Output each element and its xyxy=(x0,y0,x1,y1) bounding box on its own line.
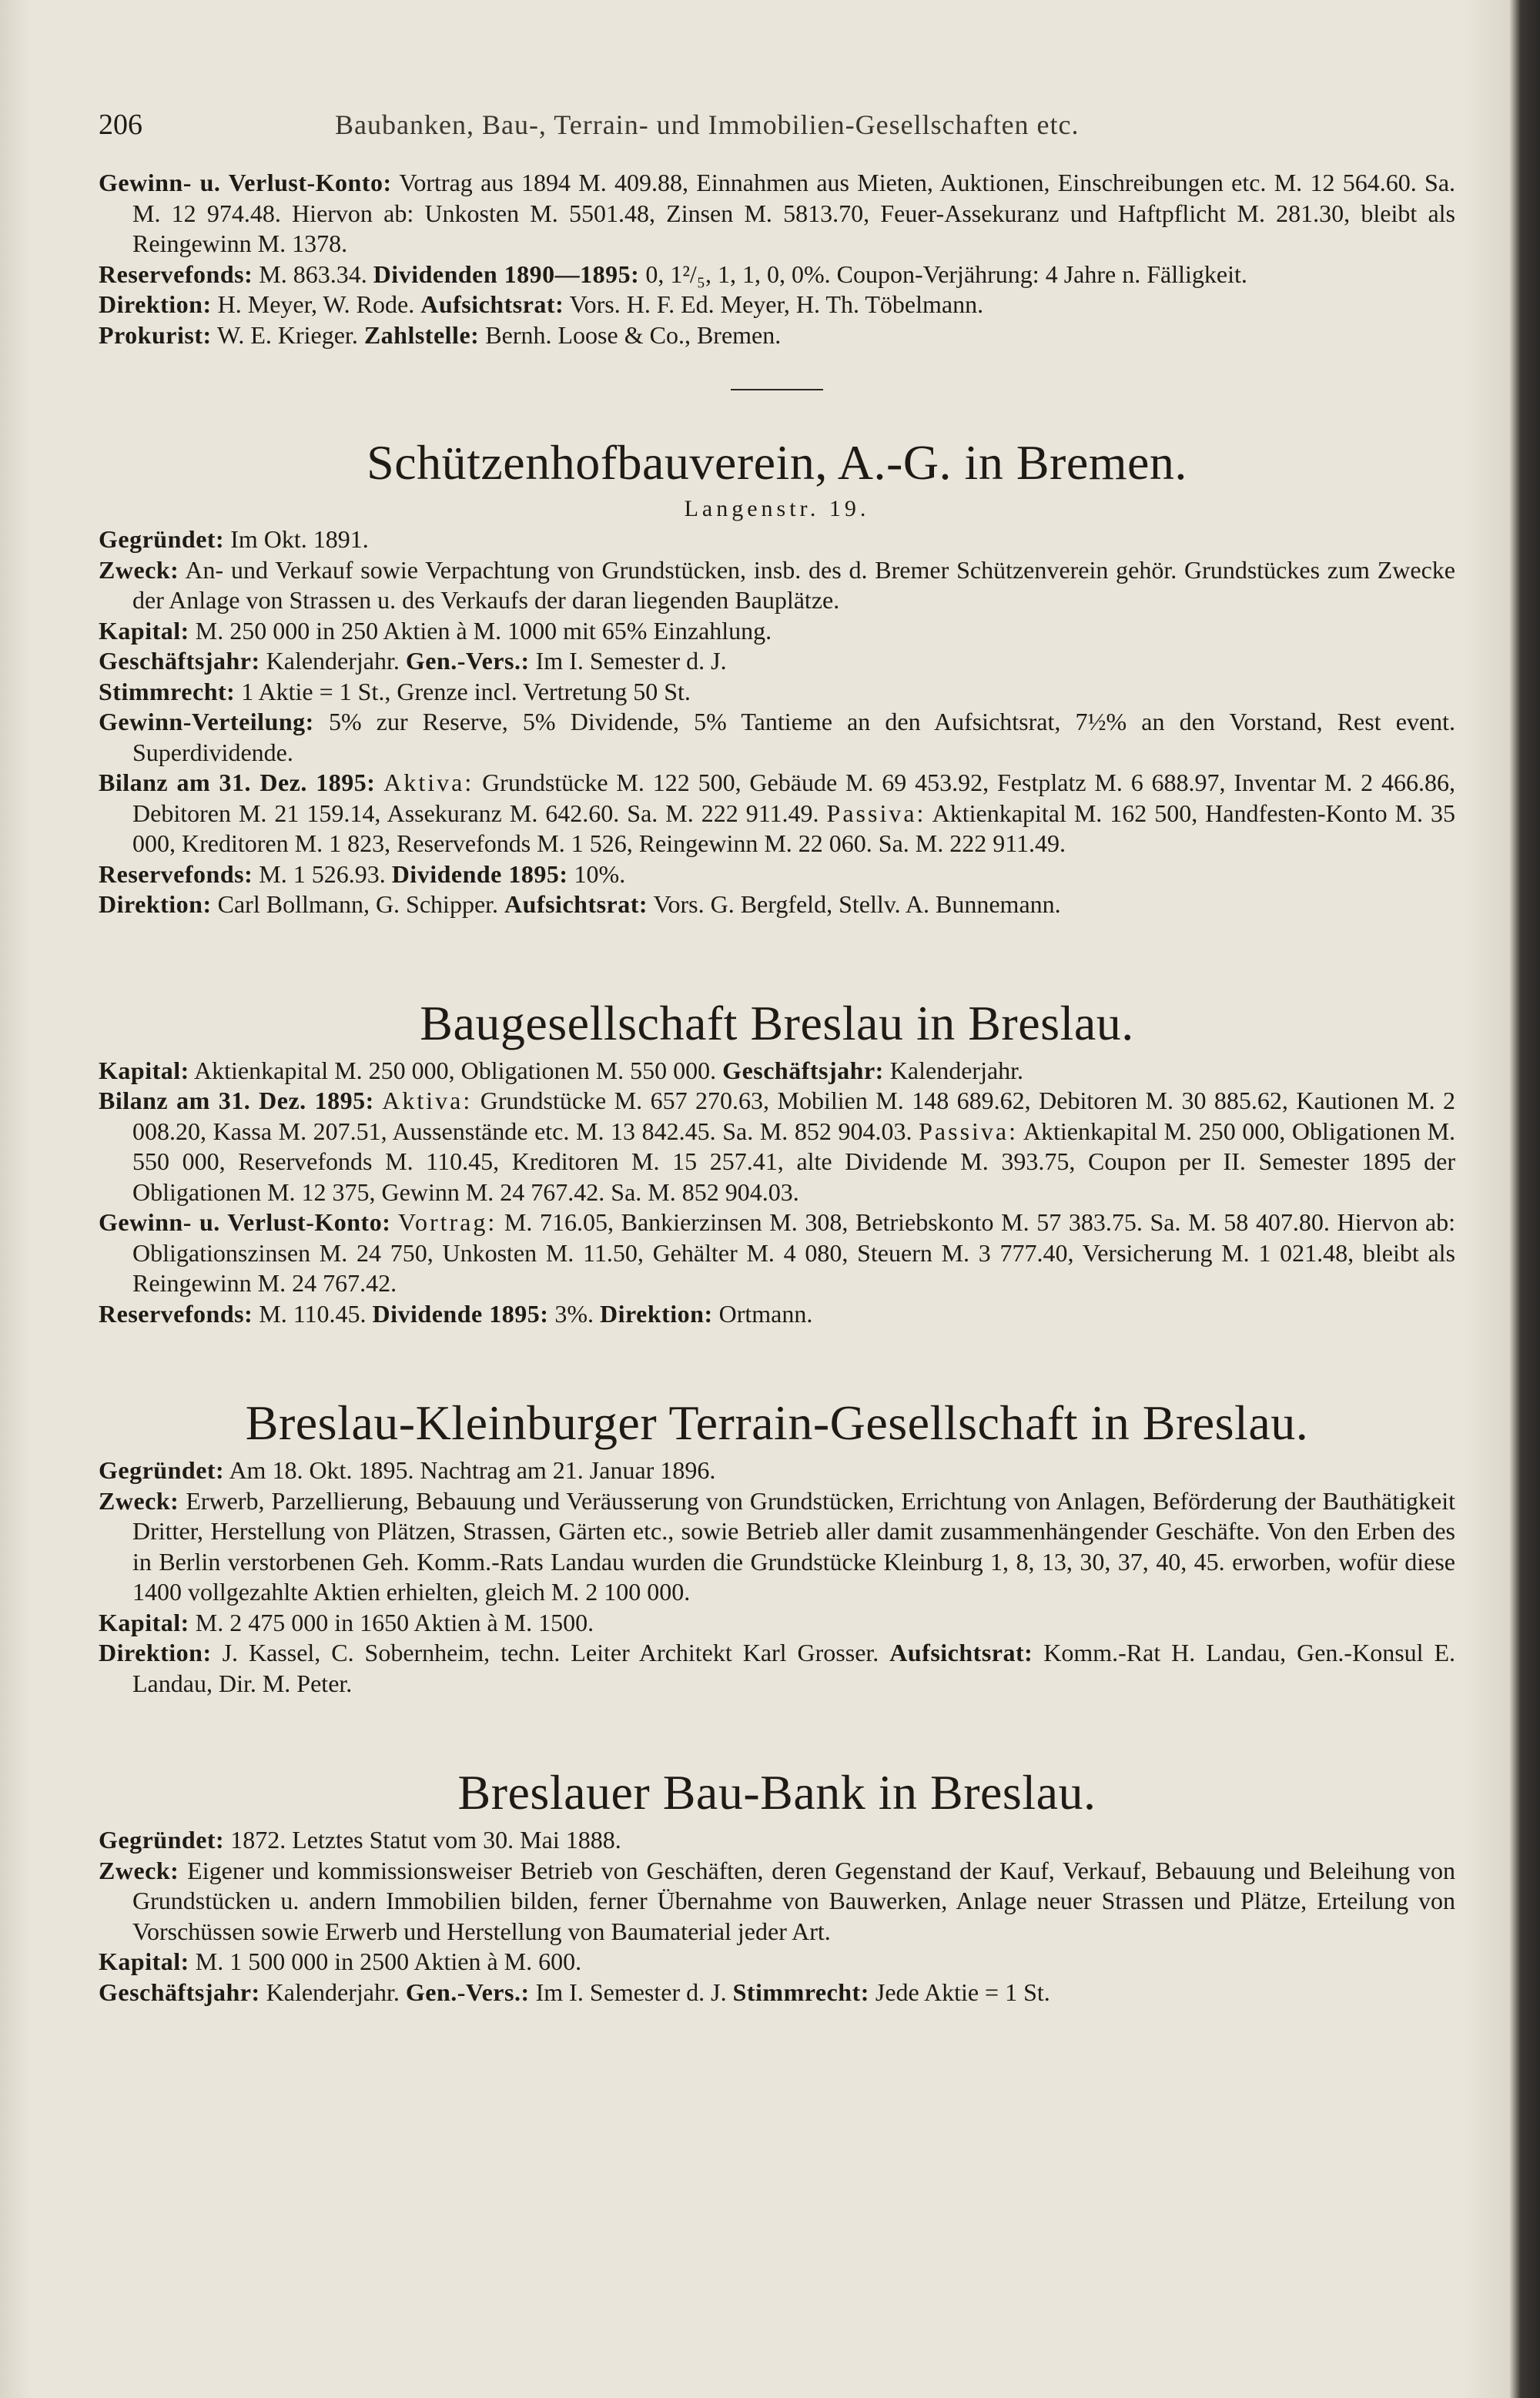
geschaeftsjahr-paragraph: Geschäftsjahr: Kalenderjahr. Gen.-Vers.: Im I. Semester d. J. Stimmrecht: Jede Aktie = 1 St. xyxy=(99,1978,1050,2006)
gegruendet-paragraph: Gegründet: Im Okt. 1891. xyxy=(99,525,369,553)
bilanz-paragraph: Bilanz am 31. Dez. 1895: Aktiva: Grundstücke M. 657 270.63, Mobilien M. 148 689.62, Debitoren M. 30 885.62, Kautionen M. 2 008.20, Kassa M. 207.51, Aussenstände etc. M. 13 842.45. Sa. M. 852 904.03. Passiva: Aktienkapital M. 250 000, Obligationen M. 550 000, Reservefonds M. 110.45, Kreditoren M. 15 257.41, alte Dividende M. 393.75, Coupon per II. Semester 1895 der Obligationen M. 12 375, Gewinn M. 24 767.42. Sa. M. 852 904.03. xyxy=(99,1087,1456,1206)
zweck-paragraph: Zweck: An- und Verkauf sowie Verpachtung von Grundstücken, insb. des d. Bremer Schützenverein gehör. Grundstückes zum Zwecke der Anlage von Strassen u. des Verkaufs der daran liegenden Bauplätze. xyxy=(99,555,1456,614)
kapital-paragraph: Kapital: M. 2 475 000 in 1650 Aktien à M. 1500. xyxy=(99,1608,594,1636)
entry-address: Langenstr. 19. xyxy=(684,496,870,521)
entry-breslau-kleinburger xyxy=(99,1395,1455,1699)
stimmrecht-paragraph: Stimmrecht: 1 Aktie = 1 St., Grenze incl. Vertretung 50 St. xyxy=(99,677,691,705)
zweck-paragraph: Zweck: Eigener und kommissionsweiser Betrieb von Geschäften, deren Gegenstand der Kauf, Verkauf, Bebauung und Beleihung von Grundstücken u. andern Immobilien bilden, ferner Übernahme von Bauwerken, Anlage neuer Strassen und Plätze, Erteilung von Vorschüssen sowie Erwerb und Herstellung von Baumaterial jeder Art. xyxy=(99,1856,1456,1945)
entry-title: Breslau-Kleinburger Terrain-Gesellschaft in Breslau. xyxy=(245,1395,1309,1450)
gegruendet-paragraph: Gegründet: 1872. Letztes Statut vom 30. Mai 1888. xyxy=(99,1826,621,1854)
gewinn-verlust-paragraph: Gewinn- u. Verlust-Konto: Vortrag aus 1894 M. 409.88, Einnahmen aus Mieten, Auktionen, Einschreibungen etc. M. 12 564.60. Sa. M. 12 974.48. Hiervon ab: Unkosten M. 5501.48, Zinsen M. 5813.70, Feuer-Assekuranz und Haftpflicht M. 281.30, bleibt als Reingewinn M. 1378. xyxy=(99,169,1456,257)
entry-schuetzenhofbauverein xyxy=(99,435,1455,920)
running-title: Baubanken, Bau-, Terrain- und Immobilien-Gesellschaften etc. xyxy=(335,109,1080,140)
gewinn-verlust-paragraph: Gewinn- u. Verlust-Konto: Vortrag: M. 716.05, Bankierzinsen M. 308, Betriebskonto M. 57 383.75. Sa. M. 58 407.80. Hiervon ab: Obligationszinsen M. 24 750, Unkosten M. 11.50, Gehälter M. 4 080, Steuern M. 3 777.40, Versicherung M. 1 021.48, bleibt als Reingewinn M. 24 767.42. xyxy=(99,1208,1456,1297)
entry-baugesellschaft-breslau xyxy=(99,996,1455,1330)
gegruendet-paragraph: Gegründet: Am 18. Okt. 1895. Nachtrag am 21. Januar 1896. xyxy=(99,1456,716,1484)
section-divider xyxy=(731,389,823,390)
kapital-paragraph: Kapital: M. 1 500 000 in 2500 Aktien à M. 600. xyxy=(99,1948,582,1975)
entry-breslauer-bau-bank xyxy=(99,1765,1455,2008)
entry-title: Breslauer Bau-Bank in Breslau. xyxy=(457,1765,1096,1820)
gewinn-verteilung-paragraph: Gewinn-Verteilung: 5% zur Reserve, 5% Dividende, 5% Tantieme an den Aufsichtsrat, 7½% an den Vorstand, Rest event. Superdividende. xyxy=(99,708,1456,766)
reserve-dividende-paragraph: Reservefonds: M. 1 526.93. Dividende 1895: 10%. xyxy=(99,859,626,888)
spacer xyxy=(99,1699,1455,1765)
reserve-dividende-paragraph: Reservefonds: M. 110.45. Dividende 1895: 3%. Direktion: Ortmann. xyxy=(99,1299,813,1328)
spacer xyxy=(99,1329,1455,1395)
reserve-dividenden-paragraph: Reservefonds: M. 863.34. Dividenden 1890—1895: 0, 1²/₅, 1, 1, 0, 0%. Coupon-Verjährung: 4 Jahre n. Fälligkeit. xyxy=(99,260,1247,288)
page-header xyxy=(99,108,1455,142)
spacer xyxy=(99,920,1455,996)
prokurist-paragraph: Prokurist: W. E. Krieger. Zahlstelle: Bernh. Loose & Co., Bremen. xyxy=(99,320,782,349)
page-number: 206 xyxy=(99,109,142,141)
direktion-paragraph: Direktion: H. Meyer, W. Rode. Aufsichtsrat: Vors. H. F. Ed. Meyer, H. Th. Töbelmann. xyxy=(99,290,984,318)
direktion-paragraph: Direktion: Carl Bollmann, G. Schipper. Aufsichtsrat: Vors. G. Bergfeld, Stellv. A. Bunnemann. xyxy=(99,890,1061,918)
direktion-paragraph: Direktion: J. Kassel, C. Sobernheim, techn. Leiter Architekt Karl Grosser. Aufsichtsrat: Komm.-Rat H. Landau, Gen.-Konsul E. Landau, Dir. M. Peter. xyxy=(99,1639,1456,1697)
zweck-paragraph: Zweck: Erwerb, Parzellierung, Bebauung und Veräusserung von Grundstücken, Errichtung von Anlagen, Beförderung der Bauthätigkeit Dritter, Herstellung von Plätzen, Strassen, Gärten etc., sowie Betrieb aller damit zusammenhängender Geschäfte. Von den Erben des in Berlin verstorbenen Geh. Komm.-Rats Landau wurden die Grundstücke Kleinburg 1, 8, 13, 30, 37, 40, 45. erworben, wofür diese 1400 vollgezahlte Aktien erhielten, gleich M. 2 100 000. xyxy=(99,1486,1456,1606)
kapital-paragraph: Kapital: Aktienkapital M. 250 000, Obligationen M. 550 000. Geschäftsjahr: Kalenderjahr. xyxy=(99,1056,1024,1084)
entry-title: Baugesellschaft Breslau in Breslau. xyxy=(420,995,1134,1050)
bilanz-paragraph: Bilanz am 31. Dez. 1895: Aktiva: Grundstücke M. 122 500, Gebäude M. 69 453.92, Festplatz M. 6 688.97, Inventar M. 2 466.86, Debitoren M. 21 159.14, Assekuranz M. 642.60. Sa. M. 222 911.49. Passiva: Aktienkapital M. 162 500, Handfesten-Konto M. 35 000, Kreditoren M. 1 823, Reservefonds M. 1 526, Reingewinn M. 22 060. Sa. M. 222 911.49. xyxy=(99,769,1456,857)
geschaeftsjahr-paragraph: Geschäftsjahr: Kalenderjahr. Gen.-Vers.: Im I. Semester d. J. xyxy=(99,647,727,675)
kapital-paragraph: Kapital: M. 250 000 in 250 Aktien à M. 1000 mit 65% Einzahlung. xyxy=(99,616,772,645)
entry-title: Schützenhofbauverein, A.-G. in Bremen. xyxy=(367,435,1187,490)
entry-continuation xyxy=(99,168,1455,350)
